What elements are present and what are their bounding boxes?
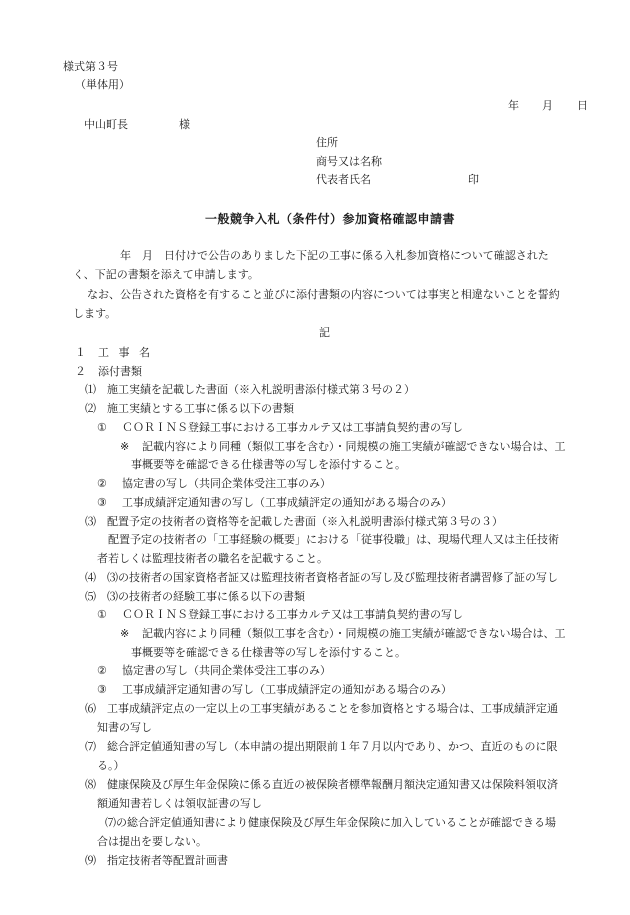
address-label: 住所 [316, 136, 338, 149]
item-8-line1: 健康保険及び厚生年金保険に係る直近の被保険者標準報酬月額決定通知書又は保険料領収済 [107, 778, 558, 791]
item-5-note-mark: ※ [120, 627, 130, 640]
item-9-number: ⑼ [85, 854, 96, 867]
item-8-note-line1: ⑺の総合評定値通知書により健康保険及び厚生年金保険に加入していることが確認できる場 [105, 816, 556, 829]
item-2-note-line1: 記載内容により同種（類似工事を含む）・同規模の施工実績が確認できない場合は、工 [142, 440, 566, 453]
item-3-note-line2: 者若しくは監理技術者の職名を記載すること。 [97, 552, 328, 565]
item-2-number: ⑵ [85, 402, 96, 415]
item-7-number: ⑺ [85, 740, 96, 753]
ki-heading: 記 [319, 326, 330, 339]
item-2-sub1-text: ＣＯＲＩＮＳ登録工事における工事カルテ又は工事請負契約書の写し [122, 421, 463, 434]
item-9-text: 指定技術者等配置計画書 [107, 854, 228, 867]
item-2-sub1-number: ① [97, 421, 107, 434]
item-4-number: ⑷ [85, 571, 96, 584]
item-1-text: 施工実績を記載した書面（※入札説明書添付様式第３号の２） [107, 383, 415, 396]
item-4-text: ⑶の技術者の国家資格者証又は監理技術者資格者証の写し及び監理技術者講習修了証の写し [107, 571, 558, 584]
item-5-sub1-text: ＣＯＲＩＮＳ登録工事における工事カルテ又は工事請負契約書の写し [122, 608, 463, 621]
item-2-sub3-number: ③ [97, 496, 107, 509]
item-2-sub2-text: 協定書の写し（共同企業体受注工事のみ） [122, 477, 331, 490]
item-5-text: ⑶の技術者の経験工事に係る以下の書類 [107, 590, 305, 603]
form-type: （単体用） [75, 78, 130, 91]
item-8-note-line2: 合は提出を要しない。 [97, 835, 207, 848]
addressee: 中山町長 [84, 118, 128, 131]
date-month: 月 [542, 99, 553, 112]
intro-para1-line1: 年 月 日付けで公告のありました下記の工事に係る入札参加資格について確認された [120, 249, 549, 262]
item-5-sub2-number: ② [97, 664, 107, 677]
item-3-note-line1: 配置予定の技術者の「工事経験の概要」における「従事役職」は、現場代理人又は主任技術 [108, 533, 559, 546]
representative-label: 代表者氏名 [316, 173, 371, 186]
item-6-number: ⑹ [85, 702, 96, 715]
item-5-sub2-text: 協定書の写し（共同企業体受注工事のみ） [122, 664, 331, 677]
item-7-line2: る。） [97, 759, 125, 772]
company-label: 商号又は名称 [316, 155, 382, 168]
item-3-number: ⑶ [85, 515, 96, 528]
item-5-note-line1: 記載内容により同種（類似工事を含む）・同規模の施工実績が確認できない場合は、工 [142, 627, 566, 640]
item-2-text: 施工実績とする工事に係る以下の書類 [107, 402, 294, 415]
intro-para2-line2: します。 [73, 307, 117, 320]
item-5-number: ⑸ [85, 590, 96, 603]
intro-para2-line1: なお、公告された資格を有すること並びに添付書類の内容については事実と相違ないことを誓約 [87, 288, 560, 301]
section-1-number: １ [75, 346, 86, 359]
item-5-note-line2: 事概要等を確認できる仕様書等の写しを添付すること。 [131, 646, 406, 659]
item-2-note-line2: 事概要等を確認できる仕様書等の写しを添付すること。 [131, 458, 406, 471]
item-7-line1: 総合評定値通知書の写し（本申請の提出期限前１年７月以内であり、かつ、直近のものに限 [107, 740, 558, 753]
document-title: 一般競争入札（条件付）参加資格確認申請書 [205, 212, 456, 226]
item-5-sub3-number: ③ [97, 683, 107, 696]
date-year: 年 [508, 99, 519, 112]
item-6-line1: 工事成績評定点の一定以上の工事実績があることを参加資格とする場合は、工事成績評定通 [107, 702, 558, 715]
section-1-label: 工 事 名 [98, 346, 153, 359]
item-8-number: ⑻ [85, 778, 96, 791]
item-2-note-mark: ※ [120, 440, 130, 453]
form-number: 様式第３号 [63, 60, 118, 73]
item-2-sub3-text: 工事成績評定通知書の写し（工事成績評定の通知がある場合のみ） [122, 496, 452, 509]
seal-mark: 印 [468, 173, 479, 186]
item-1-number: ⑴ [85, 383, 96, 396]
item-6-line2: 知書の写し [97, 721, 152, 734]
section-2-label: 添付書類 [98, 365, 142, 378]
section-2-number: ２ [75, 365, 86, 378]
item-8-line2: 額通知書若しくは領収証書の写し [97, 797, 262, 810]
item-3-text: 配置予定の技術者の資格等を記載した書面（※入札説明書添付様式第３号の３） [107, 515, 503, 528]
item-5-sub3-text: 工事成績評定通知書の写し（工事成績評定の通知がある場合のみ） [122, 683, 452, 696]
item-2-sub2-number: ② [97, 477, 107, 490]
intro-para1-line2: く、下記の書類を添えて申請します。 [73, 268, 259, 281]
item-5-sub1-number: ① [97, 608, 107, 621]
honorific: 様 [179, 118, 190, 131]
date-day: 日 [577, 99, 588, 112]
